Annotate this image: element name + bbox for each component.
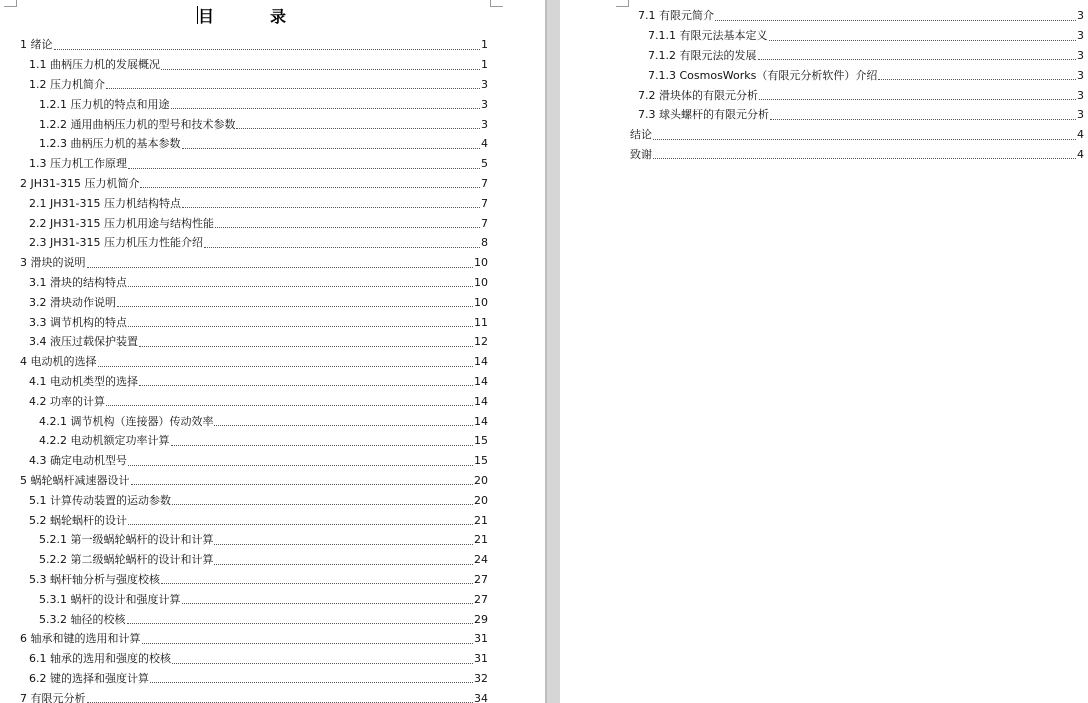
- toc-entry-label: 1.2.1 压力机的特点和用途: [39, 97, 170, 111]
- toc-entry-page-number: 27: [474, 592, 488, 606]
- toc-entry-page-number: 3: [1077, 48, 1084, 62]
- toc-dot-leader: [214, 564, 473, 565]
- toc-entry-page-number: 31: [474, 652, 488, 666]
- toc-entry[interactable]: [39, 609, 488, 629]
- toc-entry-label: 7.1 有限元简介: [638, 9, 714, 23]
- toc-entry-label: 6.1 轴承的选用和强度的校核: [29, 652, 171, 666]
- toc-entry-page-number: 3: [481, 77, 488, 91]
- toc-dot-leader: [139, 346, 473, 347]
- toc-dot-leader: [128, 168, 480, 169]
- toc-entry-page-number: 3: [1077, 29, 1084, 43]
- toc-entry-label: 5.3 蜗杆轴分析与强度校核: [29, 572, 160, 586]
- toc-entry-page-number: 5: [481, 157, 488, 171]
- toc-dot-leader: [128, 286, 473, 287]
- toc-dot-leader: [182, 603, 474, 604]
- toc-entry-page-number: 14: [474, 394, 488, 408]
- toc-entry-page-number: 15: [474, 434, 488, 448]
- toc-entry-label: 6 轴承和键的选用和计算: [20, 632, 141, 646]
- toc-entry-page-number: 10: [474, 256, 488, 270]
- toc-entry-page-number: 15: [474, 454, 488, 468]
- toc-entry-page-number: 3: [1077, 68, 1084, 82]
- toc-dot-leader: [142, 643, 474, 644]
- toc-entry[interactable]: [29, 451, 488, 471]
- toc-dot-leader: [172, 504, 473, 505]
- toc-entry-page-number: 14: [474, 374, 488, 388]
- toc-entry-page-number: 7: [481, 196, 488, 210]
- toc-entry-label: 1.2 压力机简介: [29, 77, 105, 91]
- toc-entry-page-number: 4: [1077, 147, 1084, 161]
- toc-entry-label: 7.3 球头螺杆的有限元分析: [638, 108, 769, 122]
- toc-entry[interactable]: [29, 510, 488, 530]
- toc-title-part: 录: [270, 7, 287, 26]
- toc-entry[interactable]: [29, 570, 488, 590]
- toc-entry-label: 4 电动机的选择: [20, 355, 97, 369]
- toc-entry-page-number: 8: [481, 236, 488, 250]
- toc-dot-leader: [171, 108, 481, 109]
- toc-entry-label: 7.1.1 有限元法基本定义: [648, 29, 768, 43]
- toc-entry-page-number: 32: [474, 671, 488, 685]
- toc-entry-label: 5.3.1 蜗杆的设计和强度计算: [39, 592, 181, 606]
- toc-entry-label: 3.3 调节机构的特点: [29, 315, 127, 329]
- toc-entry[interactable]: [29, 332, 488, 352]
- toc-entry-page-number: 21: [474, 513, 488, 527]
- toc-dot-leader: [172, 663, 473, 664]
- toc-entry[interactable]: [29, 292, 488, 312]
- toc-entry-label: 1 绪论: [20, 38, 53, 52]
- toc-entry-page-number: 31: [474, 632, 488, 646]
- toc-entry[interactable]: [29, 55, 488, 75]
- toc-dot-leader: [171, 445, 474, 446]
- toc-entry-label: 结论: [630, 128, 652, 142]
- toc-entry[interactable]: [20, 352, 488, 372]
- toc-entry-page-number: 27: [474, 572, 488, 586]
- toc-entry[interactable]: [39, 431, 488, 451]
- toc-entry[interactable]: [29, 75, 488, 95]
- toc-entry[interactable]: [39, 589, 488, 609]
- toc-entry[interactable]: [20, 629, 488, 649]
- toc-dot-leader: [87, 267, 474, 268]
- toc-entry-label: 2 JH31-315 压力机简介: [20, 176, 140, 190]
- toc-entry[interactable]: [29, 154, 488, 174]
- toc-entry-label: 5.2.1 第一级蜗轮蜗杆的设计和计算: [39, 533, 214, 547]
- toc-entry[interactable]: [39, 114, 488, 134]
- toc-entry[interactable]: [39, 530, 488, 550]
- document-page-right: [560, 0, 1088, 703]
- toc-dot-leader: [128, 465, 473, 466]
- toc-dot-leader: [653, 158, 1076, 159]
- toc-entry-page-number: 20: [474, 493, 488, 507]
- toc-entry-label: 7 有限元分析: [20, 691, 86, 703]
- toc-entry[interactable]: [39, 94, 488, 114]
- toc-entry-page-number: 11: [474, 315, 488, 329]
- toc-entry[interactable]: [29, 669, 488, 689]
- toc-dot-leader: [161, 583, 473, 584]
- toc-entry-label: 1.2.3 曲柄压力机的基本参数: [39, 137, 181, 151]
- toc-entry-label: 4.1 电动机类型的选择: [29, 374, 138, 388]
- toc-dot-leader: [878, 79, 1076, 80]
- toc-entry-page-number: 3: [1077, 9, 1084, 23]
- toc-dot-leader: [140, 187, 480, 188]
- toc-entry[interactable]: [29, 213, 488, 233]
- toc-entry[interactable]: [39, 134, 488, 154]
- toc-entry-label: 6.2 键的选择和强度计算: [29, 671, 149, 685]
- toc-entry-page-number: 20: [474, 473, 488, 487]
- toc-dot-leader: [106, 405, 473, 406]
- toc-entry-label: 致谢: [630, 147, 652, 161]
- toc-entry-label: 5 蜗轮蜗杆减速器设计: [20, 473, 130, 487]
- toc-entry-page-number: 21: [474, 533, 488, 547]
- toc-entry-label: 2.1 JH31-315 压力机结构特点: [29, 196, 181, 210]
- toc-entry[interactable]: [29, 372, 488, 392]
- toc-dot-leader: [215, 227, 480, 228]
- toc-entry-label: 7.2 滑块体的有限元分析: [638, 88, 758, 102]
- toc-entry[interactable]: [648, 26, 1084, 46]
- toc-entry[interactable]: [39, 411, 488, 431]
- toc-entry-label: 4.2.2 电动机额定功率计算: [39, 434, 170, 448]
- toc-entry[interactable]: [20, 688, 488, 703]
- toc-entry-label: 5.2 蜗轮蜗杆的设计: [29, 513, 127, 527]
- toc-entry[interactable]: [29, 273, 488, 293]
- toc-entry-page-number: 24: [474, 553, 488, 567]
- toc-entry-label: 5.3.2 轴径的校核: [39, 612, 126, 626]
- toc-entry[interactable]: [638, 105, 1084, 125]
- toc-entry[interactable]: [29, 312, 488, 332]
- toc-dot-leader: [182, 148, 481, 149]
- toc-entry-label: 3.1 滑块的结构特点: [29, 275, 127, 289]
- toc-entry-label: 1.1 曲柄压力机的发展概况: [29, 58, 160, 72]
- toc-dot-leader: [182, 207, 480, 208]
- toc-entry-page-number: 4: [1077, 128, 1084, 142]
- toc-dot-leader: [204, 247, 480, 248]
- toc-entry-page-number: 1: [481, 38, 488, 52]
- toc-entry[interactable]: [648, 65, 1084, 85]
- toc-entry[interactable]: [20, 174, 488, 194]
- page-corner-mark: [4, 0, 17, 7]
- toc-entry[interactable]: [29, 391, 488, 411]
- toc-entry[interactable]: [29, 649, 488, 669]
- toc-dot-leader: [150, 682, 473, 683]
- toc-entry-page-number: 1: [481, 58, 488, 72]
- toc-dot-leader: [214, 425, 473, 426]
- toc-entry-label: 7.1.3 CosmosWorks（有限元分析软件）介绍: [648, 68, 878, 82]
- toc-entry[interactable]: [20, 35, 488, 55]
- toc-entry-page-number: 3: [1077, 108, 1084, 122]
- toc-dot-leader: [769, 40, 1077, 41]
- toc-entry-label: 4.2.1 调节机构（连接器）传动效率: [39, 414, 214, 428]
- toc-entry-page-number: 10: [474, 295, 488, 309]
- toc-entry[interactable]: [648, 46, 1084, 66]
- toc-dot-leader: [117, 306, 473, 307]
- toc-entry[interactable]: [630, 145, 1084, 165]
- toc-entry-page-number: 14: [474, 414, 488, 428]
- toc-entry-page-number: 4: [481, 137, 488, 151]
- toc-dot-leader: [54, 49, 481, 50]
- toc-entry[interactable]: [20, 253, 488, 273]
- toc-dot-leader: [106, 88, 480, 89]
- toc-entry-label: 4.2 功率的计算: [29, 394, 105, 408]
- toc-dot-leader: [139, 385, 473, 386]
- page-corner-mark: [490, 0, 503, 7]
- toc-dot-leader: [214, 544, 473, 545]
- toc-dot-leader: [236, 128, 480, 129]
- toc-dot-leader: [758, 59, 1077, 60]
- toc-entry-page-number: 29: [474, 612, 488, 626]
- toc-dot-leader: [715, 20, 1076, 21]
- toc-dot-leader: [759, 99, 1076, 100]
- toc-entry-page-number: 3: [1077, 88, 1084, 102]
- toc-entry-label: 2.3 JH31-315 压力机压力性能介绍: [29, 236, 203, 250]
- toc-entry-label: 3.2 滑块动作说明: [29, 295, 116, 309]
- toc-entry-label: 2.2 JH31-315 压力机用途与结构性能: [29, 216, 214, 230]
- toc-entry-page-number: 7: [481, 176, 488, 190]
- toc-entry[interactable]: [638, 6, 1084, 26]
- toc-entry-page-number: 3: [481, 117, 488, 131]
- toc-dot-leader: [161, 69, 480, 70]
- toc-dot-leader: [127, 623, 474, 624]
- toc-entry[interactable]: [29, 233, 488, 253]
- toc-entry-page-number: 34: [474, 691, 488, 703]
- toc-title-part: 目: [198, 7, 215, 26]
- toc-dot-leader: [653, 139, 1076, 140]
- toc-entry[interactable]: [39, 550, 488, 570]
- toc-entry-label: 1.3 压力机工作原理: [29, 157, 127, 171]
- toc-dot-leader: [98, 366, 474, 367]
- toc-entry-page-number: 7: [481, 216, 488, 230]
- toc-entry-page-number: 3: [481, 97, 488, 111]
- toc-entry-label: 3.4 液压过载保护装置: [29, 335, 138, 349]
- toc-entry-page-number: 12: [474, 335, 488, 349]
- toc-entry-label: 5.2.2 第二级蜗轮蜗杆的设计和计算: [39, 553, 214, 567]
- toc-entry-page-number: 10: [474, 275, 488, 289]
- toc-title[interactable]: [198, 4, 308, 26]
- toc-entry[interactable]: [29, 490, 488, 510]
- toc-entry-label: 5.1 计算传动装置的运动参数: [29, 493, 171, 507]
- toc-entry-label: 7.1.2 有限元法的发展: [648, 48, 757, 62]
- toc-entry-label: 4.3 确定电动机型号: [29, 454, 127, 468]
- toc-entry-label: 3 滑块的说明: [20, 256, 86, 270]
- toc-entry[interactable]: [20, 471, 488, 491]
- toc-dot-leader: [770, 119, 1076, 120]
- toc-dot-leader: [131, 484, 474, 485]
- page-corner-mark: [616, 0, 629, 7]
- toc-entry-label: 1.2.2 通用曲柄压力机的型号和技术参数: [39, 117, 236, 131]
- toc-entry[interactable]: [638, 85, 1084, 105]
- toc-entry-page-number: 14: [474, 355, 488, 369]
- toc-entry[interactable]: [29, 193, 488, 213]
- toc-entry[interactable]: [630, 125, 1084, 145]
- page-gap: [545, 0, 560, 703]
- toc-dot-leader: [128, 326, 473, 327]
- toc-dot-leader: [128, 524, 473, 525]
